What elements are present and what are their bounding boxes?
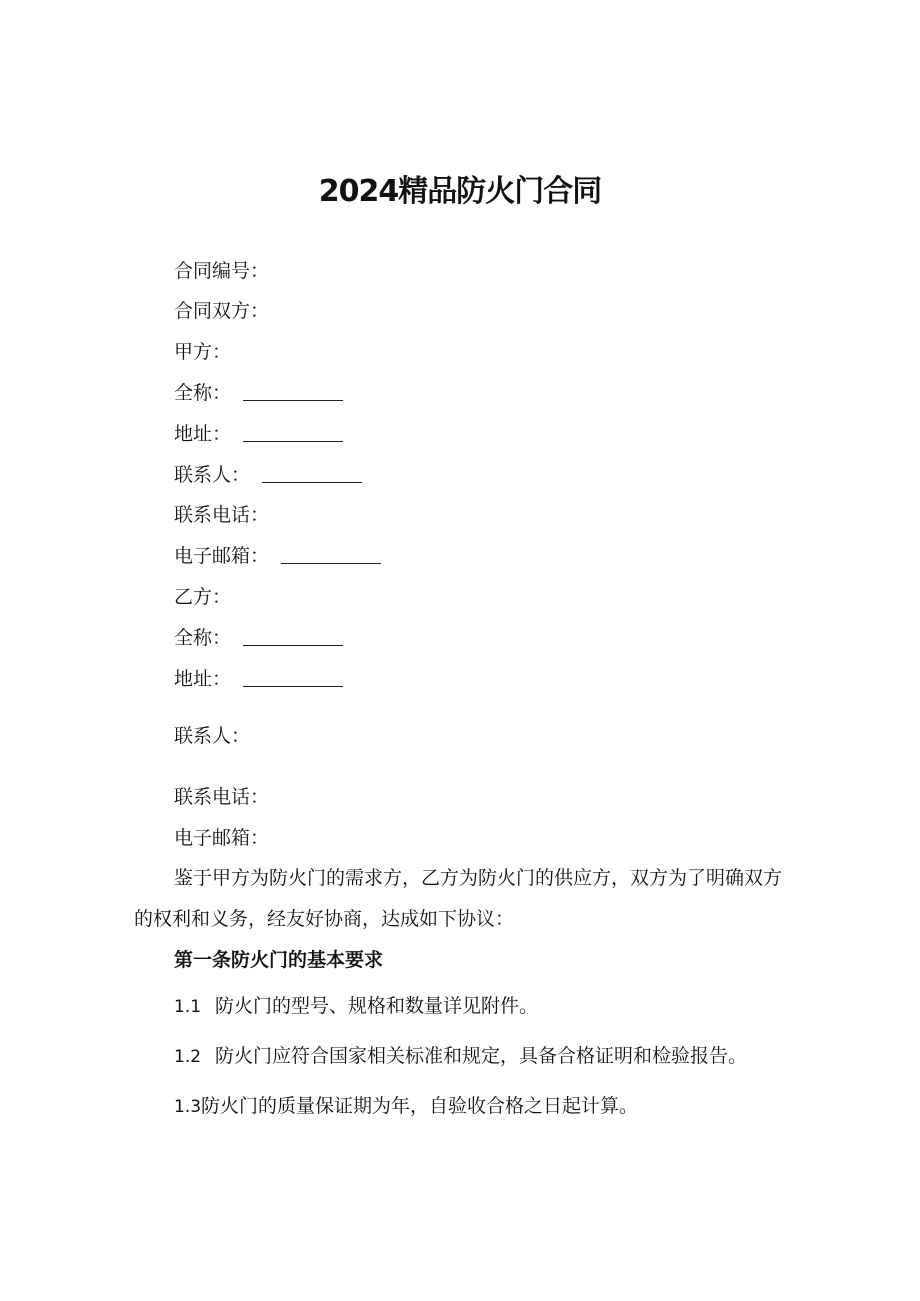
party-b-full-name-blank: [243, 627, 343, 646]
party-a-address-label: 地址：: [174, 423, 232, 445]
party-b-address-row: [174, 666, 343, 692]
contract-parties-label: 合同双方：: [174, 300, 270, 322]
clause-text: 防火门的质量保证期为年，自验收合格之日起计算。: [201, 1095, 639, 1117]
clause-1-2: [174, 1043, 747, 1070]
document-title: 2024精品防火门合同: [318, 174, 602, 209]
clause-number: 1.2: [174, 1047, 202, 1067]
article-1-heading: 第一条防火门的基本要求: [174, 949, 384, 971]
party-a-contact-label: 联系人：: [174, 464, 251, 486]
party-b-contact-label: 联系人：: [174, 725, 251, 747]
party-a-address-blank: [243, 423, 343, 442]
clause-text: 防火门应符合国家相关标准和规定，具备合格证明和检验报告。: [215, 1045, 748, 1067]
party-a-full-name-label: 全称：: [174, 382, 232, 404]
clause-1-1: [174, 993, 538, 1020]
clause-text: 防火门的型号、规格和数量详见附件。: [215, 995, 539, 1017]
contract-number-label: 合同编号：: [174, 260, 270, 282]
party-b-email-label: 电子邮箱：: [174, 827, 270, 849]
party-a-contact-row: [174, 462, 362, 488]
party-a-label: 甲方：: [174, 341, 232, 363]
party-b-phone-label: 联系电话：: [174, 786, 270, 808]
party-b-address-label: 地址：: [174, 668, 232, 690]
preamble-paragraph: 鉴于甲方为防火门的需求方，乙方为防火门的供应方，双方为了明确双方的权利和义务，经友好协商，达成如下协议：: [134, 867, 783, 930]
party-a-email-label: 电子邮箱：: [174, 545, 270, 567]
party-a-contact-blank: [262, 464, 362, 483]
party-a-phone-label: 联系电话：: [174, 504, 270, 526]
clause-1-3: [174, 1093, 638, 1120]
party-b-address-blank: [243, 668, 343, 687]
party-a-email-row: [174, 543, 381, 569]
party-b-label: 乙方：: [174, 586, 232, 608]
clause-number: 1.1: [174, 997, 202, 1017]
party-a-address-row: [174, 421, 343, 447]
party-a-full-name-row: [174, 380, 343, 406]
party-a-full-name-blank: [243, 382, 343, 401]
party-b-full-name-row: [174, 625, 343, 651]
party-b-full-name-label: 全称：: [174, 627, 232, 649]
clause-number: 1.3: [174, 1097, 202, 1117]
party-a-email-blank: [281, 545, 381, 564]
